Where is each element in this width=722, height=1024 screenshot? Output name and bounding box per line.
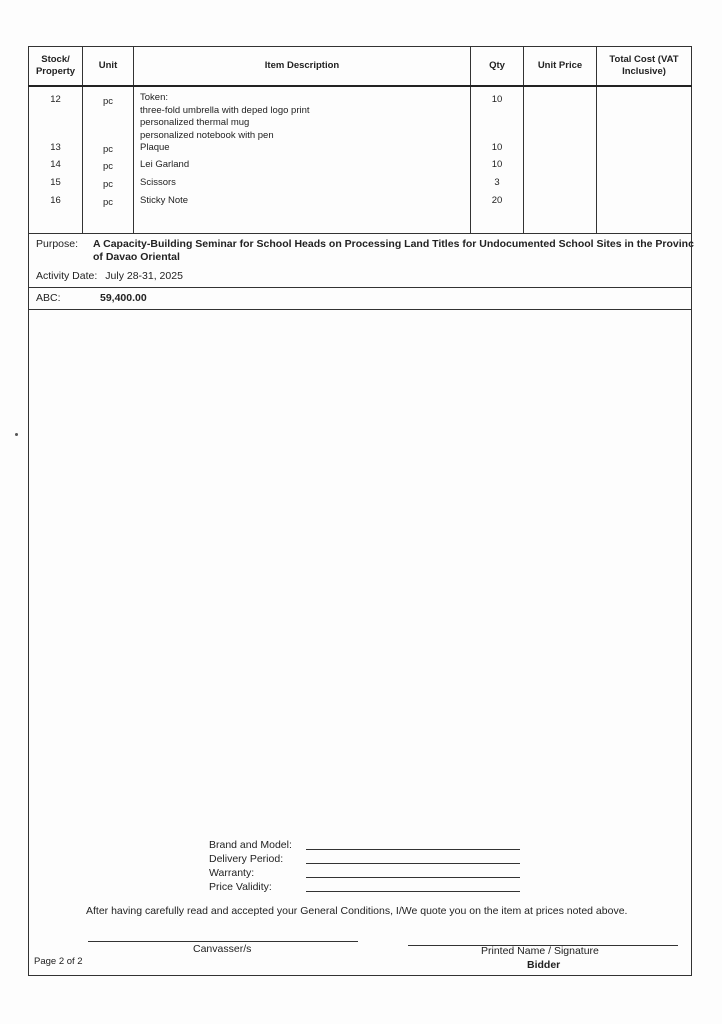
quotation-statement: After having carefully read and accepted your General Conditions, I/We quote you on the item at prices noted above. — [86, 905, 628, 917]
cell-description — [134, 159, 471, 177]
bidder-label: Bidder — [527, 959, 561, 971]
field-warranty — [209, 866, 292, 880]
table-row — [29, 177, 692, 195]
purpose-text: A Capacity-Building Seminar for School Heads on Processing Land Titles for Undocumented School Sites in the Provinc — [93, 238, 694, 250]
bid-fields — [209, 838, 292, 894]
header-total-cost: Total Cost (VAT Inclusive) — [597, 47, 692, 87]
description-line: Lei Garland — [140, 159, 190, 171]
purpose-text-continued: of Davao Oriental — [93, 251, 180, 263]
page-number: Page 2 of 2 — [34, 956, 83, 967]
field-label: Price Validity: — [209, 881, 272, 893]
header-qty: Qty — [471, 47, 524, 87]
cell-unit: pc — [83, 142, 134, 159]
description-line: personalized thermal mug — [140, 117, 250, 129]
field-blank-line[interactable] — [306, 849, 520, 850]
cell-total-cost — [597, 159, 692, 177]
cell-description — [134, 142, 471, 159]
cell-qty: 3 — [471, 177, 524, 195]
divider — [28, 309, 692, 310]
divider — [28, 287, 692, 288]
canvasser-label: Canvasser/s — [193, 943, 252, 955]
cell-unit: pc — [83, 159, 134, 177]
field-blank-line[interactable] — [306, 877, 520, 878]
purpose-label: Purpose: — [36, 238, 79, 250]
cell-qty: 10 — [471, 86, 524, 142]
field-blank-line[interactable] — [306, 863, 520, 864]
cell-unit: pc — [83, 86, 134, 142]
cell-qty: 20 — [471, 195, 524, 233]
cell-stock: 15 — [29, 177, 83, 195]
activity-date-label: Activity Date: — [36, 270, 98, 282]
table-row — [29, 159, 692, 177]
cell-description — [134, 195, 471, 233]
description-line: Scissors — [140, 177, 176, 189]
abc-value: 59,400.00 — [100, 292, 147, 304]
cell-unit-price — [524, 159, 597, 177]
field-label: Warranty: — [209, 867, 255, 879]
field-brand-model — [209, 838, 292, 852]
header-item-description: Item Description — [134, 47, 471, 87]
field-label: Brand and Model: — [209, 839, 292, 851]
description-line: three-fold umbrella with deped logo print — [140, 104, 310, 116]
cell-qty: 10 — [471, 142, 524, 159]
cell-total-cost — [597, 195, 692, 233]
field-delivery-period — [209, 852, 292, 866]
cell-description — [134, 177, 471, 195]
description-line: Sticky Note — [140, 195, 189, 207]
header-stock: Stock/ Property — [29, 47, 83, 87]
table-header-row — [29, 47, 692, 87]
table-row — [29, 86, 692, 142]
header-unit: Unit — [83, 47, 134, 87]
cell-unit-price — [524, 177, 597, 195]
abc-label: ABC: — [36, 292, 61, 304]
header-unit-price: Unit Price — [524, 47, 597, 87]
printed-name-label: Printed Name / Signature — [481, 945, 599, 957]
cell-unit: pc — [83, 177, 134, 195]
description-line: Token: — [140, 92, 168, 103]
cell-qty: 10 — [471, 159, 524, 177]
cell-stock: 12 — [29, 86, 83, 142]
cell-description — [134, 86, 471, 142]
field-label: Delivery Period: — [209, 853, 284, 865]
canvasser-signature-line[interactable] — [88, 941, 358, 942]
cell-unit: pc — [83, 195, 134, 233]
field-price-validity — [209, 880, 292, 894]
cell-unit-price — [524, 142, 597, 159]
activity-date-value: July 28-31, 2025 — [105, 270, 183, 282]
cell-unit-price — [524, 195, 597, 233]
cell-total-cost — [597, 142, 692, 159]
description-line: Plaque — [140, 142, 170, 154]
description-line: personalized notebook with pen — [140, 129, 274, 141]
items-table — [28, 46, 692, 234]
activity-date — [36, 270, 183, 282]
cell-stock: 16 — [29, 195, 83, 233]
cell-unit-price — [524, 86, 597, 142]
abc-section — [36, 292, 147, 304]
scan-speck — [15, 433, 18, 436]
cell-total-cost — [597, 177, 692, 195]
field-blank-line[interactable] — [306, 891, 520, 892]
table-row — [29, 142, 692, 159]
cell-stock: 14 — [29, 159, 83, 177]
cell-stock: 13 — [29, 142, 83, 159]
table-row — [29, 195, 692, 233]
cell-total-cost — [597, 86, 692, 142]
